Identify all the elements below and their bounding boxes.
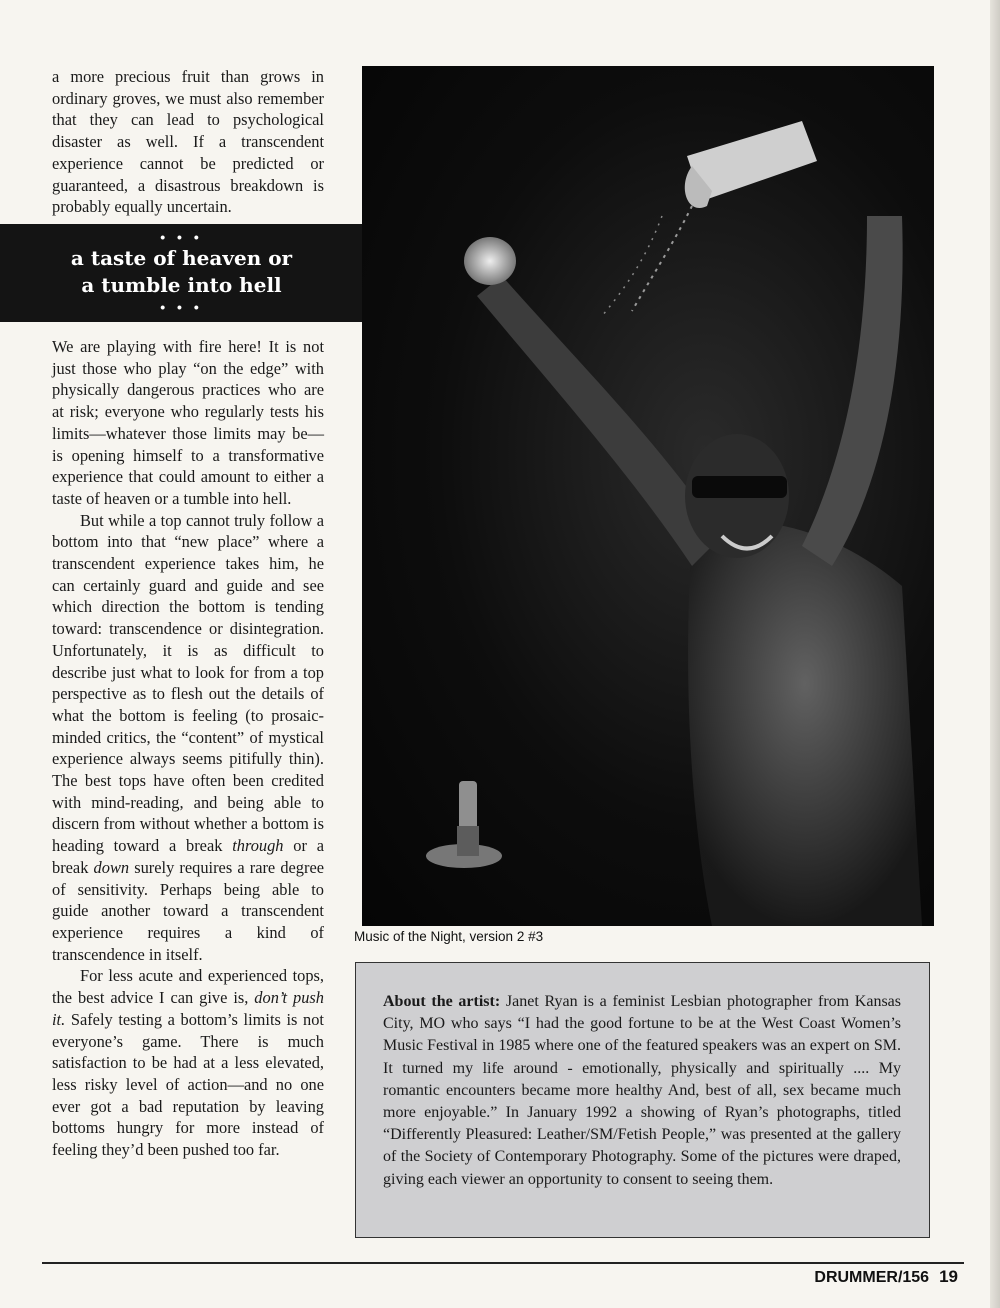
paragraph-3 — [52, 965, 324, 1160]
emphasis-dont-push-it: don’t push it. — [52, 988, 324, 1029]
about-the-artist-box — [355, 962, 930, 1238]
page-footer — [814, 1267, 958, 1287]
text-run: or a break — [52, 836, 325, 877]
artist-bio — [383, 991, 901, 1191]
heading-dots-bottom: • • • — [160, 299, 203, 315]
text-run: But while a top cannot truly follow a bottom into that “new place” where a transcendent experience takes him, he can certainly guard and guide and see which direction the bottom is tending toward: transcendence or disintegration. Unfortunately, it is as difficult to describe just what to look for from a top perspective as to flesh out the details of what the bottom is feeling (to prosaic-minded critics, the “content” of mystical experience always seems pitifully thin). The best tops have often been credited with mind-reading, and being able to discern from without whether a bottom is heading toward a break — [52, 510, 324, 856]
photo-illustration — [362, 66, 934, 926]
section-heading — [0, 224, 363, 322]
text-run: surely requires a rare degree of sensitivity. Perhaps being able to guide another toward a transcendent experience requires a kind of transcendence in itself. — [52, 857, 325, 964]
photograph — [362, 66, 934, 926]
emphasis-down: down — [93, 857, 130, 877]
paragraph-1: We are playing with fire here! It is not just those who play “on the edge” with physically dangerous practices who are at risk; everyone who regularly tests his limits—whatever those limits may be—is opening himself to a transformative experience that could amount to either a taste of heaven or a tumble into hell. — [52, 337, 324, 508]
heading-dots-top: • • • — [160, 229, 203, 245]
text-run: For less acute and experienced tops, the best advice I can give is, — [52, 966, 324, 1008]
page-edge — [990, 0, 1000, 1308]
heading-line-1: a taste of heaven or — [70, 246, 293, 270]
column-main-text — [52, 336, 324, 1161]
photo-caption: Music of the Night, version 2 #3 — [354, 929, 544, 944]
page-number: 19 — [939, 1267, 958, 1286]
text-run: Safely testing a bottom’s limits is not everyone’s game. There is much satisfaction to be had at a less elevated, less risky level of action—and no one ever got a bad reputation by leaving bottoms hungry for more instead of feeling they’d been pushed too far. — [52, 1009, 324, 1160]
footer-rule — [42, 1262, 964, 1264]
emphasis-through: through — [232, 836, 284, 856]
paragraph-2 — [52, 510, 324, 966]
artist-bio-body: Janet Ryan is a feminist Lesbian photographer from Kansas City, MO who says “I had the good fortune to be at the West Coast Women’s Music Festival in 1985 where one of the featured speakers was an expert on SM. It turned my life around - emotionally, physically and spiritually .... My romantic encounters became more healthy And, best of all, sex became much more enjoyable.” In January 1992 a showing of Ryan’s photographs, titled “Differently Pleasured: Leather/SM/Fetish People,” was presented at the gallery of the Society of Contemporary Photography. Some of the pictures were draped, giving each viewer an opportunity to consent to seeing them. — [383, 993, 902, 1188]
magazine-issue: DRUMMER/156 — [814, 1269, 930, 1286]
heading-line-2: a tumble into hell — [81, 273, 282, 297]
artist-bio-lead: About the artist: — [383, 993, 501, 1010]
paragraph: a more precious fruit than grows in ordinary groves, we must also remember that they can lead to psychological disaster as well. If a transcendent experience cannot be predicted or guaranteed, a disastrous breakdown is probably equally uncertain. — [52, 67, 324, 217]
column-top-text — [52, 66, 324, 218]
